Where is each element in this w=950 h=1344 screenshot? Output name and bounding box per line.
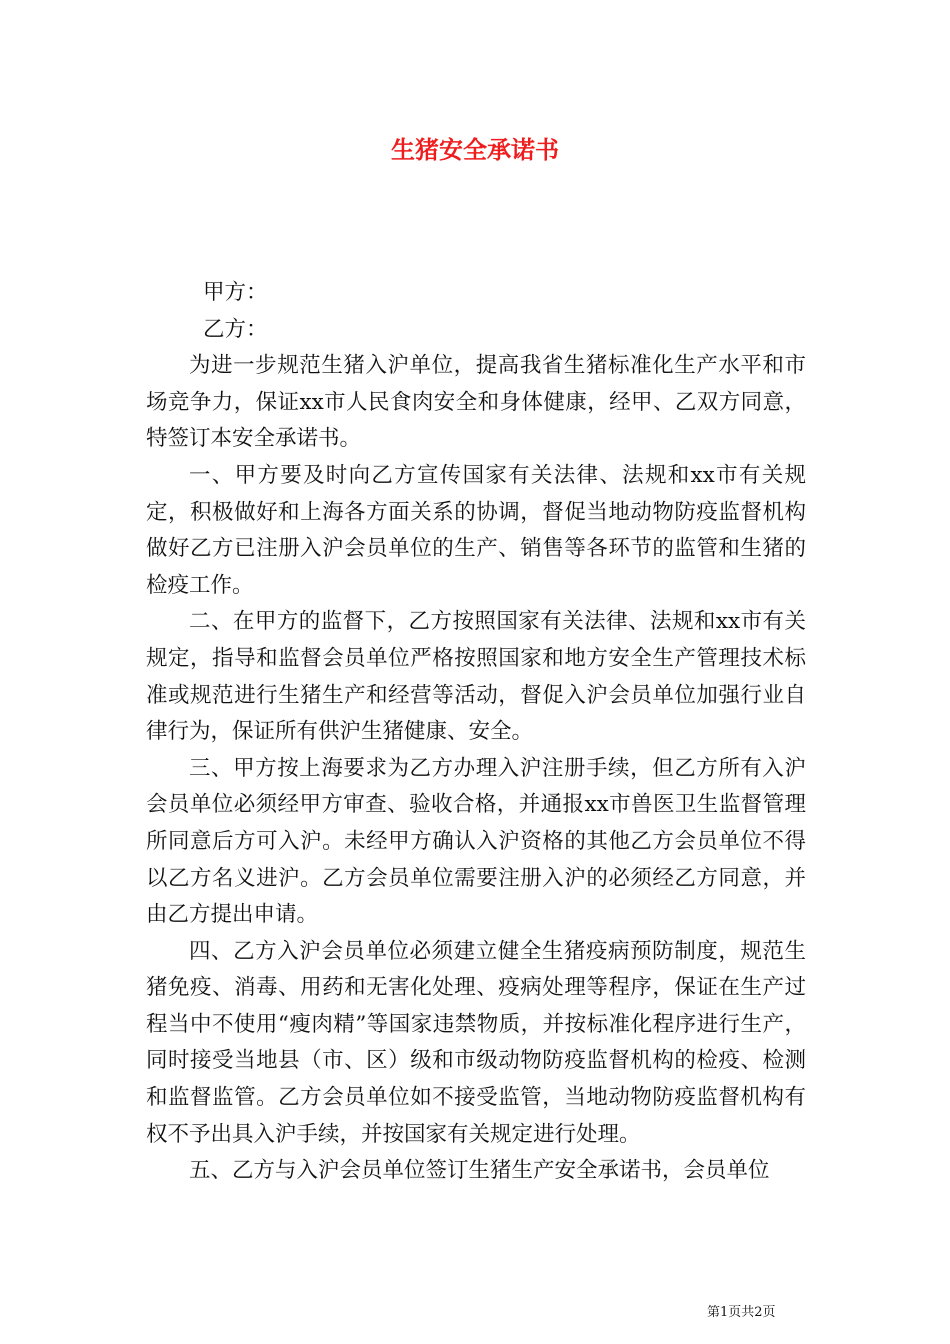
- paragraph-5: 五、乙方与入沪会员单位签订生猪生产安全承诺书，会员单位: [189, 1158, 770, 1184]
- paragraph-intro: 为进一步规范生猪入沪单位，提高我省生猪标准化生产水平和市场竞争力，保证xx市人民食肉安全和身体健康，经甲、乙双方同意，特签订本安全承诺书。: [146, 353, 806, 452]
- paragraph-2: 二、在甲方的监督下，乙方按照国家有关法律、法规和xx市有关规定，指导和监督会员单位严格按照国家和地方安全生产管理技术标准或规范进行生猪生产和经营等活动，督促入沪会员单位加强行业自律行为，保证所有供沪生猪健康、安全。: [146, 609, 806, 745]
- party-b-label: 乙方：: [203, 316, 268, 342]
- document-body: [146, 275, 806, 1190]
- paragraph-3: 三、甲方按上海要求为乙方办理入沪注册手续，但乙方所有入沪会员单位必须经甲方审查、验收合格，并通报xx市兽医卫生监督管理所同意后方可入沪。未经甲方确认入沪资格的其他乙方会员单位不得以乙方名义进沪。乙方会员单位需要注册入沪的必须经乙方同意，并由乙方提出申请。: [146, 755, 806, 928]
- paragraph-4: 四、乙方入沪会员单位必须建立健全生猪疫病预防制度，规范生猪免疫、消毒、用药和无害化处理、疫病处理等程序，保证在生产过程当中不使用“瘦肉精”等国家违禁物质，并按标准化程序进行生产，同时接受当地县（市、区）级和市级动物防疫监督机构的检疫、检测和监督监管。乙方会员单位如不接受监管，当地动物防疫监督机构有权不予出具入沪手续，并按国家有关规定进行处理。: [146, 938, 806, 1147]
- party-a-label: 甲方：: [203, 280, 268, 305]
- paragraph-1: 一、甲方要及时向乙方宣传国家有关法律、法规和xx市有关规定，积极做好和上海各方面关系的协调，督促当地动物防疫监督机构做好乙方已注册入沪会员单位的生产、销售等各环节的监管和生猪的检疫工作。: [146, 462, 806, 598]
- page-number: 第1页共2页: [707, 1305, 776, 1320]
- document-title: 生猪安全承诺书: [391, 135, 559, 164]
